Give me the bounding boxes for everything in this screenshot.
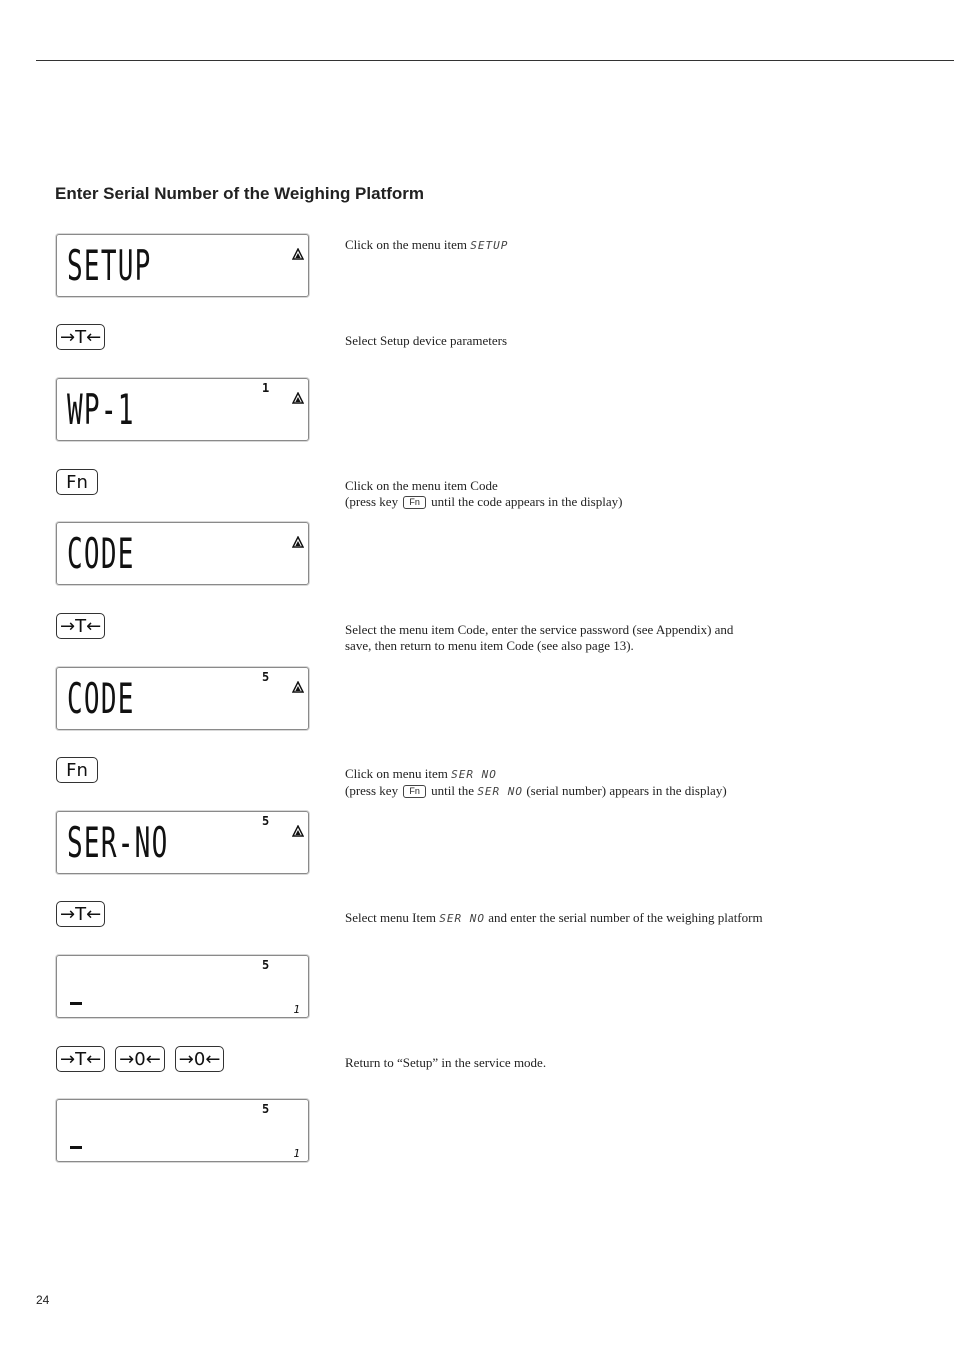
- key-row-4: [56, 757, 98, 783]
- step-text: and enter the serial number of the weighing platform: [488, 910, 763, 925]
- display-code: [56, 522, 309, 585]
- page-heading: Enter Serial Number of the Weighing Platform: [55, 184, 425, 203]
- tare-key[interactable]: →T←: [56, 324, 105, 350]
- display-subindex: 1: [293, 1147, 300, 1160]
- fn-key-inline: Fn: [403, 496, 426, 509]
- step-text: Click on menu item: [345, 766, 448, 781]
- display-wp1: [56, 378, 309, 441]
- warning-triangle-icon: [292, 681, 304, 693]
- display-text: SETUP: [67, 241, 152, 290]
- warning-triangle-icon: [292, 536, 304, 548]
- display-text: CODE: [67, 674, 135, 723]
- display-index: 5: [262, 814, 270, 828]
- segment-label: SER NO: [439, 912, 485, 925]
- step-text: Select menu Item: [345, 910, 436, 925]
- step-text: Click on the menu item: [345, 237, 468, 252]
- step-1-description: [345, 237, 865, 254]
- key-row-5: [56, 901, 105, 927]
- fn-key[interactable]: Fn: [56, 469, 98, 495]
- display-index: 5: [262, 670, 270, 684]
- key-row-2: [56, 469, 98, 495]
- step-text: Select Setup device parameters: [345, 333, 508, 348]
- display-text: WP-1: [67, 385, 135, 434]
- zero-key[interactable]: →0←: [115, 1046, 165, 1072]
- display-serial-return: [56, 1099, 309, 1162]
- key-row-3: [56, 613, 105, 639]
- step-text: (serial number) appears in the display): [526, 783, 727, 798]
- step-text: save, then return to menu item Code (see also page 13).: [345, 638, 634, 653]
- step-text: (press key: [345, 783, 399, 798]
- display-index: 5: [262, 958, 270, 972]
- tare-key[interactable]: →T←: [56, 613, 105, 639]
- step-6-description: [345, 910, 865, 927]
- step-5-description: [345, 766, 865, 800]
- display-ser-no: [56, 811, 309, 874]
- fn-key-inline: Fn: [403, 785, 426, 798]
- fn-key[interactable]: Fn: [56, 757, 98, 783]
- key-row-1: [56, 324, 105, 350]
- display-cursor: [70, 1002, 82, 1005]
- step-3-description: [345, 478, 865, 510]
- key-row-6: [56, 1046, 224, 1072]
- warning-triangle-icon: [292, 392, 304, 404]
- step-text: Return to “Setup” in the service mode.: [345, 1055, 547, 1070]
- segment-label: SETUP: [470, 239, 509, 252]
- step-2-description: [345, 333, 865, 349]
- display-subindex: 1: [293, 1003, 300, 1016]
- warning-triangle-icon: [292, 248, 304, 260]
- page-number: 24: [36, 1293, 50, 1307]
- warning-triangle-icon: [292, 825, 304, 837]
- zero-key[interactable]: →0←: [175, 1046, 225, 1072]
- header-rule: [36, 60, 954, 61]
- step-7-description: [345, 1055, 865, 1071]
- display-text: SER-NO: [67, 818, 169, 867]
- display-text: CODE: [67, 529, 135, 578]
- segment-label: SER NO: [451, 768, 497, 781]
- step-text: Click on the menu item Code: [345, 478, 498, 493]
- display-serial-entry: [56, 955, 309, 1018]
- tare-key[interactable]: →T←: [56, 1046, 105, 1072]
- step-text: until the: [431, 783, 475, 798]
- display-cursor: [70, 1146, 82, 1149]
- step-text: (press key: [345, 494, 399, 509]
- display-setup: [56, 234, 309, 297]
- display-index: 1: [262, 381, 270, 395]
- segment-label: SER NO: [477, 785, 524, 798]
- display-index: 5: [262, 1102, 270, 1116]
- display-code-indexed: [56, 667, 309, 730]
- step-4-description: [345, 622, 865, 654]
- step-text: until the code appears in the display): [431, 494, 623, 509]
- tare-key[interactable]: →T←: [56, 901, 105, 927]
- step-text: Select the menu item Code, enter the service password (see Appendix) and: [345, 622, 734, 637]
